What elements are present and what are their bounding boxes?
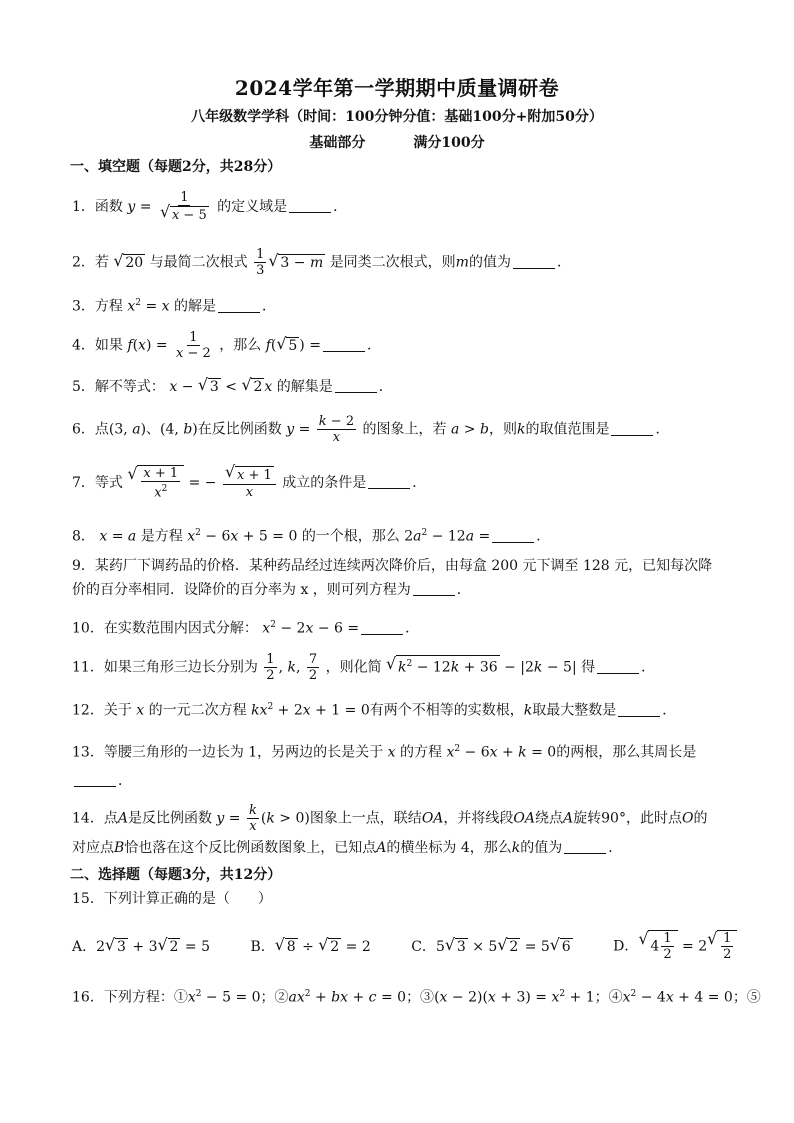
question-1: 1．函数 y = 1 √ x − 5 的定义域是 ．: [72, 190, 732, 224]
question-7: 7．等式 √ $\frac{x + 1}{x^2}$ = − √ $\frac{x + 1}{x}$ 成立的条件是 ．: [72, 465, 732, 500]
exam-subtitle: 八年级数学学科（时间：100分钟分值：基础100分+附加50分）: [191, 109, 603, 125]
question-13-answer-line: ．: [72, 770, 732, 792]
answer-blank[interactable]: [413, 581, 455, 596]
question-15: 15．下列计算正确的是（ ）: [72, 891, 272, 907]
full-score-label: 满分100分: [413, 135, 485, 151]
answer-blank[interactable]: [74, 772, 116, 787]
answer-blank[interactable]: [492, 528, 534, 543]
exam-part-line: [0, 132, 794, 152]
question-3: 3．方程 $x^2 = x$ 的解是 ．: [72, 298, 277, 315]
answer-blank[interactable]: [611, 421, 653, 436]
option-b[interactable]: B．√ 8 ÷ √ 2 = 2: [250, 936, 370, 958]
question-11: 11．如果三角形三边长分别为 $\frac{1}{2}$ , k, $\frac{7}{2}$ ，则化简 √ $k^2 - 12k + 36 - |2k - 5|$ 得 ．: [72, 652, 732, 683]
question-10: 10．在实数范围内因式分解： $x^2 - 2x - 6$ = ．: [72, 620, 420, 637]
answer-blank[interactable]: [618, 702, 660, 717]
question-12: 12．关于 x 的一元二次方程 $kx^2 + 2x + 1 = 0$有两个不相等的实数根，k取最大整数是 ．: [72, 702, 677, 719]
option-c[interactable]: C．5√ 3 × 5√ 2 = 5√ 6: [411, 936, 573, 958]
answer-blank[interactable]: [289, 198, 331, 213]
question-15-options: [72, 930, 732, 962]
question-6: 6．点(3, a)、(4, b)在反比例函数 y = $\frac{k - 2}{x}$ 的图象上，若 a > b，则k的取值范围是 ．: [72, 414, 670, 445]
answer-blank[interactable]: [335, 378, 377, 393]
answer-blank[interactable]: [564, 839, 606, 854]
question-9: 9．某药厂下调药品的价格．某种药品经过连续两次降价后，由每盒 200 元下调至 128 元，已知每次降价的百分率相同．设降价的百分率为 x ，则可列方程为 ．: [72, 558, 713, 598]
answer-blank[interactable]: [218, 298, 260, 313]
question-16: 16．下列方程：$①x^2 - 5 = 0$；$②ax^2$ + bx + c = 0；③(x − $2)(x + 3) = x^2 + 1$；$④x^2 - 4x + 4 = 0$；⑤: [72, 989, 761, 1006]
question-13: 13．等腰三角形的一边长为 1，另两边的长是关于 x 的方程 $x^2 - 6x + k = 0$的两根，那么其周长是: [72, 744, 697, 761]
option-d[interactable]: D．√ 4 $\frac{1}{2}$ = 2 √ $\frac{1}{2}$: [613, 930, 737, 962]
section-fill-in: 一、填空题（每题2分，共28分）: [70, 159, 282, 175]
question-4: 4．如果 f(x) = $\frac{1}{x - 2}$ ，那么 f(√ 5 ) = ．: [72, 330, 732, 361]
answer-blank[interactable]: [323, 337, 365, 352]
question-2: 2．若 √ 20 与最简二次根式 $\frac{1}{3}$ √ 3 − m 是同类二次根式，则m的值为 ．: [72, 247, 732, 278]
question-14-line-2: 对应点B恰也落在这个反比例函数图象上，已知点A的横坐标为 4，那么k的值为 ．: [72, 840, 623, 856]
question-5: 5．解不等式： x − √ 3 < √ 2 x 的解集是 ．: [72, 376, 732, 398]
answer-blank[interactable]: [361, 620, 403, 635]
part-label: 基础部分: [309, 135, 366, 151]
answer-blank[interactable]: [597, 659, 639, 674]
exam-title: 2024学年第一学期期中质量调研卷: [234, 76, 560, 100]
question-14: 14．点A是反比例函数 y = $\frac{k}{x}$ (k > 0)图象上一点，联结OA，并将线段OA绕点A旋转90°，此时点O的: [72, 803, 708, 834]
answer-blank[interactable]: [368, 474, 410, 489]
option-a[interactable]: A．2√ 3 + 3√ 2 = 5: [72, 936, 210, 958]
answer-blank[interactable]: [513, 254, 555, 269]
question-8: 8． x = a 是方程 $x^2 - 6x + 5 = 0$ 的一个根，那么 $2a^2 - 12a$ = ．: [72, 528, 551, 545]
section-choice: 二、选择题（每题3分，共12分）: [70, 867, 282, 883]
